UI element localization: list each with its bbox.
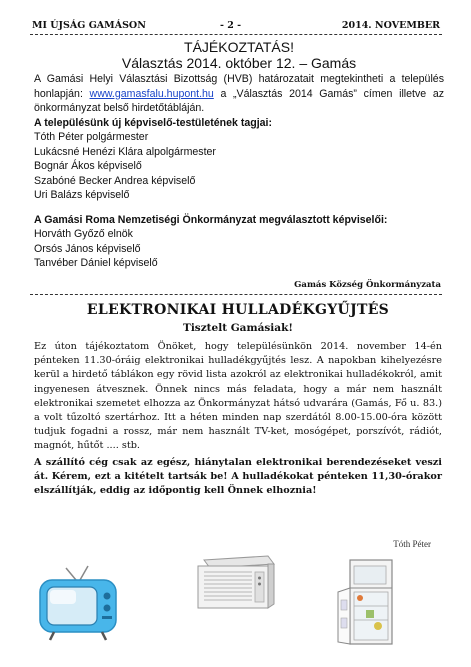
board-member: Lukácsné Henézi Klára alpolgármester — [34, 145, 216, 158]
roma-member: Horváth Győző elnök — [34, 228, 133, 240]
issue-date: 2014. NOVEMBER — [341, 20, 440, 31]
page-number: - 2 - — [220, 20, 242, 31]
board-heading: A településünk új képviselő-testületének tagjai: — [34, 116, 273, 129]
air-conditioner-icon — [194, 552, 276, 614]
board-member: Szabóné Becker Andrea képviselő — [34, 174, 196, 187]
section-divider — [30, 294, 442, 295]
newsletter-name: MI ÚJSÁG GAMÁSON — [32, 20, 146, 31]
tv-icon — [36, 560, 120, 644]
article-greeting: Tisztelt Gamásiak! — [183, 322, 293, 334]
board-member: Tóth Péter polgármester — [34, 131, 149, 143]
notice-intro: A Gamási Helyi Választási Bizottság (HVB) határozatait megtekintheti a település honlapján: www.gamasfalu.hupont.hu a „Választás 2014 Gamás” címen illetve az önkormányzat belső hirdetőtábláján. — [34, 73, 445, 114]
notice-subtitle: Választás 2014. október 12. – Gamás — [121, 55, 357, 71]
page-header — [30, 20, 442, 35]
article-paragraph: Ez úton tájékoztatom Önöket, hogy településünkön 2014. november 14-én pénteken 11.30-óráig elektronikai hulladékgyűjtés lesz. A napokban kihelyezésre kerül a hirdető táblákon egy rövid lista azokról az elektronikai hulladékokról, amit ingyenesen átvesznek. Önnek nincs más feladata, hogy a már nem használt elektronikai szemetet elhozza az Önkormányzat hátsó udvarára (Gamás, Fő u. 83.) a volt tűzoltó szertárhoz. Itt a héten minden nap szerdától 8.00-15.00-óra között tudjuk fogadni a rossz, már nem használt TV-ket, mosógépet, porszívót, rádiót, magnót, hűtőt .... stb. — [34, 341, 442, 452]
notice-title: TÁJÉKOZTATÁS! — [184, 39, 294, 55]
board-member: Bognár Ákos képviselő — [34, 160, 142, 172]
e-waste-article — [34, 300, 442, 498]
board-member: Uri Balázs képviselő — [34, 189, 130, 201]
municipality-signature: Gamás Község Önkormányzata — [294, 280, 441, 290]
election-notice — [34, 39, 444, 271]
author-signature: Tóth Péter — [393, 539, 431, 549]
roma-member: Tanvéber Dániel képviselő — [34, 257, 158, 269]
roma-member: Orsós János képviselő — [34, 242, 141, 255]
website-link[interactable]: www.gamasfalu.hupont.hu — [89, 87, 214, 100]
refrigerator-icon — [336, 556, 402, 648]
roma-heading: A Gamási Roma Nemzetiségi Önkormányzat megválasztott képviselői: — [34, 213, 388, 226]
article-title: ELEKTRONIKAI HULLADÉKGYŰJTÉS — [86, 302, 390, 318]
article-notice: A szállító cég csak az egész, hiánytalan elektronikai berendezéseket veszi át. Kérem, ezt a kitételt tartsák be! A hulladékokat pénteken 11,30-órakor elszállítják, eddig az időpontig kell Önnek elhoznia! — [34, 456, 442, 497]
